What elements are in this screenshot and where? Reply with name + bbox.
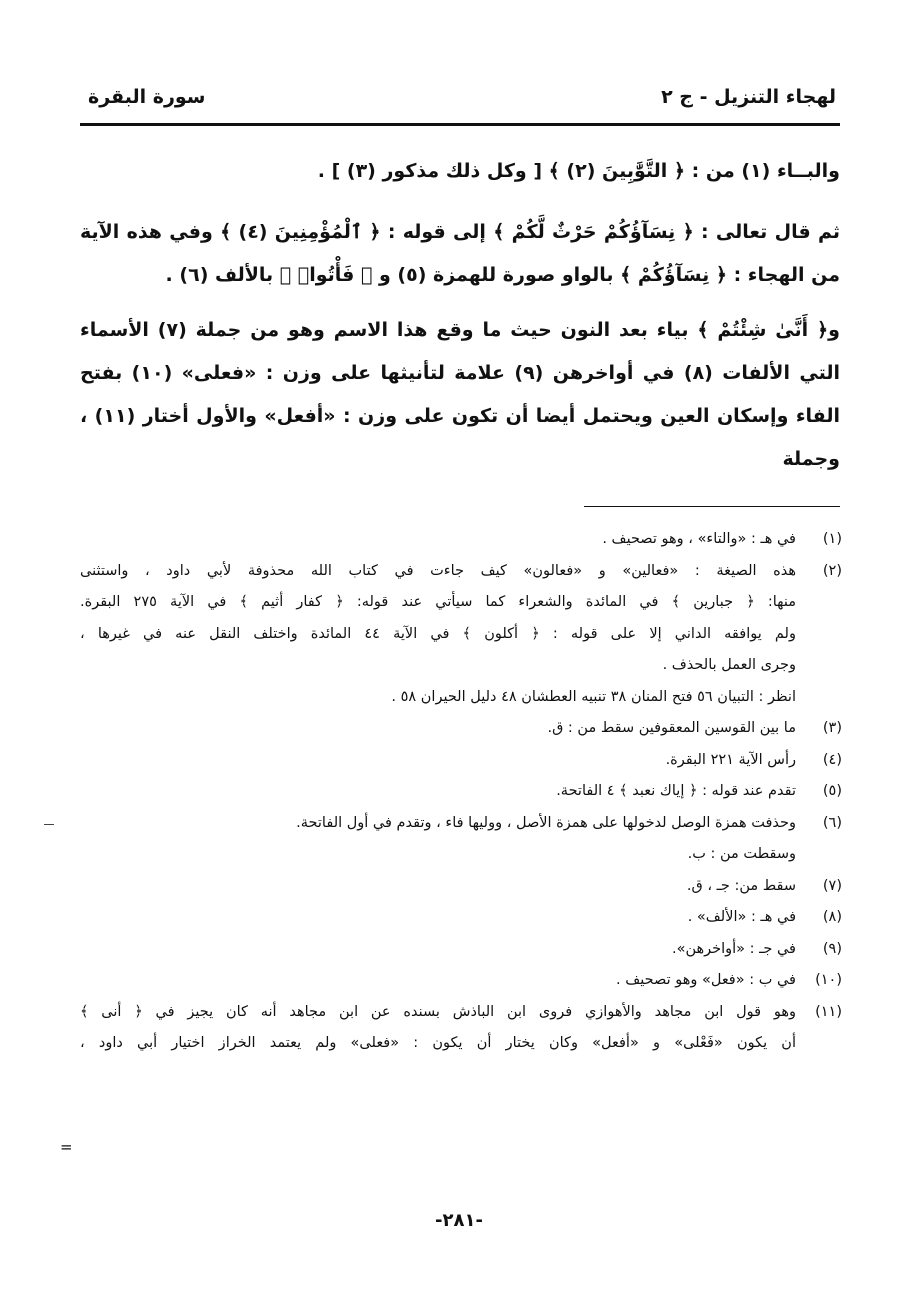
footnote [80,556,842,714]
footnote-number: (١) [822,531,842,547]
footnote-number: (٢) [822,562,842,579]
footnote [80,713,842,745]
footnote-number: (٧) [822,877,842,894]
footnote-text: سقط من: جـ ، ق. [686,877,796,894]
footnote [80,934,842,966]
footnote-number: (٣) [822,720,842,736]
continuation-mark: = [60,1138,73,1156]
footnote-text: أن يكون «فَعْلى» و «أفعل» وكان يختار أن يكون : «فعلى» ولم يعتمد الخراز اختيار أبي داود ، [80,1035,796,1051]
body-paragraph: ثم قال تعالى : ﴿ نِسَآؤُكُمْ حَرْثٌ لَّكُمْ ﴾ إلى قوله : ﴿ ٱلْمُؤْمِنِينَ (٤) ﴾ وفي هذه الآية من الهجاء : ﴿ نِسَآؤُكُمْ ﴾ بالواو صورة للهمزة (٥) و ﴿ فَأْتُوا۟ ﴾ بالألف (٦) . [80,221,840,286]
footnote-text: وسقطت من : ب. [687,846,796,862]
footnote-text: في ب : «فعل» وهو تصحيف . [616,972,796,988]
footnote-text: وهو قول ابن مجاهد والأهوازي فروى ابن الباذش بسنده عن ابن مجاهد أنه كان يجيز في ﴿ أنى ﴾ [80,1003,796,1020]
footnote-text: هذه الصيغة : «فعالين» و «فعالون» كيف جاءت في كتاب الله محذوفة لأبي داود ، واستثنى [80,562,796,579]
footnote [80,776,842,808]
footnote-text: وحذفت همزة الوصل لدخولها على همزة الأصل ، ووليها فاء ، وتقدم في أول الفاتحة. [296,814,796,831]
footnote [80,965,842,997]
footnote [80,871,842,903]
running-head-book-title: لهجاء التنزيل - ج ٢ [661,86,836,108]
footnote-number: (٨) [822,909,842,925]
header-divider [80,123,840,126]
page-number: -٢٨١- [435,1210,483,1231]
footnote-separator [584,506,840,507]
footnote-text: ولم يوافقه الداني إلا على قوله : ﴿ أكلون ﴾ في الآية ٤٤ المائدة واختلف النقل عنه في غيرها ، [80,625,796,642]
footnote-number: (٩) [822,940,842,957]
footnote-text: تقدم عند قوله : ﴿ إياك نعبد ﴾ ٤ الفاتحة. [556,783,796,799]
footnote-number: (١٠) [815,972,842,988]
body-paragraph: و﴿ أَنَّىٰ شِئْتُمْ ﴾ بياء بعد النون حيث ما وقع هذا الاسم وهو من جملة (٧) الأسماء التي الألفات (٨) في أواخرهن (٩) علامة لتأنيثها على وزن : «فعلى» (١٠) بفتح الفاء وإسكان العين ويحتمل أيضا أن تكون على وزن : «أفعل» والأول أختار (١١) ، وجملة [80,319,840,470]
footnote [80,808,842,871]
footnote-text: في هـ : «الألف» . [687,909,796,925]
footnote-number: (٦) [822,814,842,831]
body-paragraph: والبــاء (١) من : ﴿ التَّوَّٰبِينَ (٢) ﴾ [ وكل ذلك مذكور (٣) ] . [317,160,840,182]
footnote-text: وجرى العمل بالحذف . [662,657,796,673]
footnote-text: انظر : التبيان ٥٦ فتح المنان ٣٨ تنبيه العطشان ٤٨ دليل الحيران ٥٨ . [391,688,796,705]
footnote-text: رأس الآية ٢٢١ البقرة. [665,751,796,768]
footnote [80,997,842,1060]
footnote-number: (١١) [815,1003,842,1020]
margin-mark [44,824,54,825]
main-text [80,150,840,493]
footnote-text: في جـ : «أواخرهن». [671,940,796,957]
footnote-number: (٥) [822,783,842,799]
footnote-number: (٤) [822,751,842,768]
footnote-text: في هـ : «والتاء» ، وهو تصحيف . [602,531,796,547]
footnote [80,524,842,556]
footnote-text: ما بين القوسين المعقوفين سقط من : ق. [547,720,796,736]
footnote [80,902,842,934]
footnote-text: منها: ﴿ جبارين ﴾ في المائدة والشعراء كما سيأتي عند قوله: ﴿ كفار أثيم ﴾ في الآية ٢٧٥ البقرة. [80,594,796,610]
footnotes-section [80,524,842,1060]
running-head-surah-title: سورة البقرة [88,86,206,108]
footnote [80,745,842,777]
